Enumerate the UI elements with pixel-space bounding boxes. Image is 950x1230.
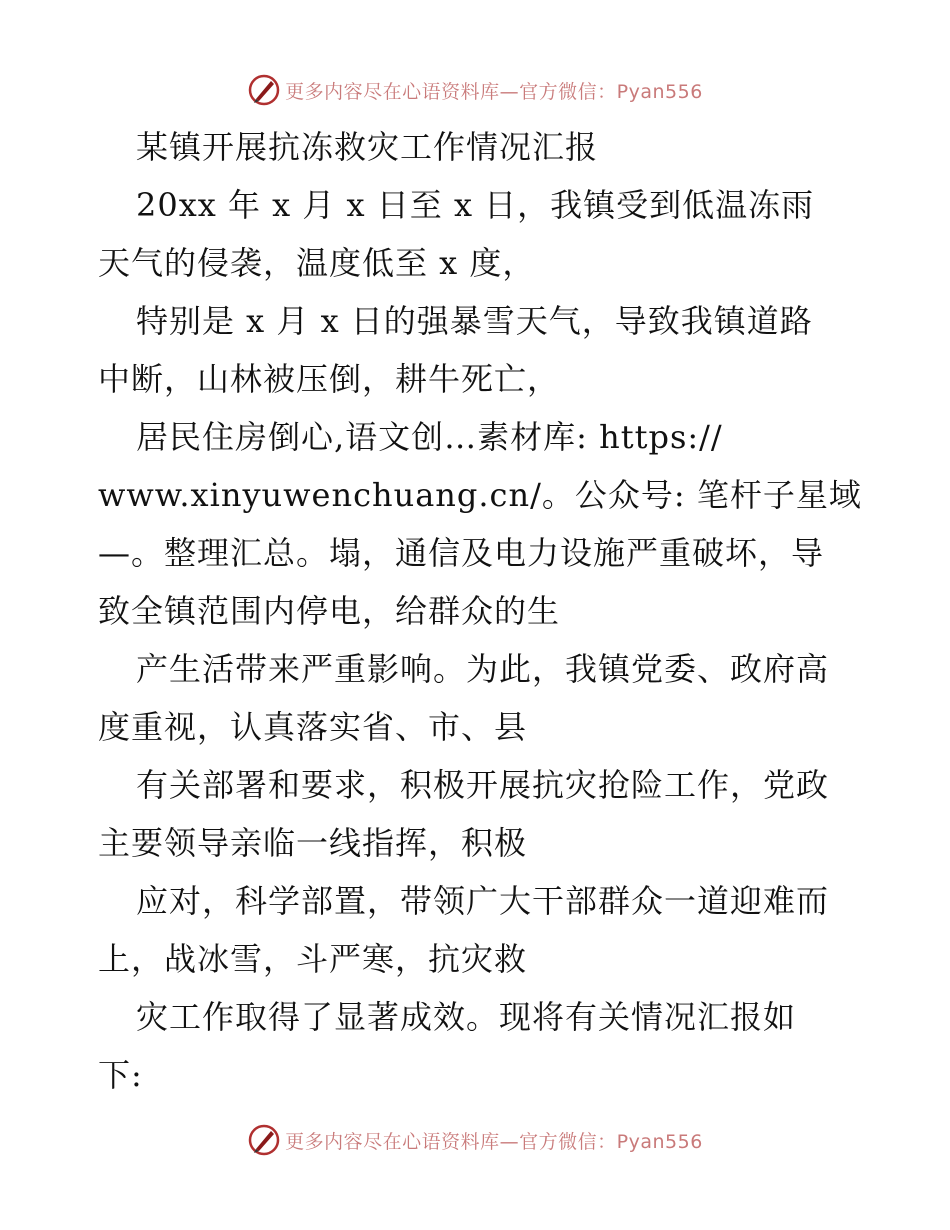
- paragraph-line: www.xinyuwenchuang.cn/。公众号: 笔杆子星域: [98, 476, 862, 514]
- paragraph-line: 应对，科学部置，带领广大干部群众一道迎难而: [136, 882, 830, 920]
- watermark-text: 更多内容尽在心语资料库—官方微信：Pyan556: [285, 1130, 703, 1153]
- paragraph-line: 下:: [98, 1056, 143, 1094]
- paragraph-line: 主要领导亲临一线指挥，积极: [98, 824, 528, 862]
- document-body: [98, 118, 862, 1104]
- quill-logo-icon: [247, 73, 281, 107]
- paragraph-line: 有关部署和要求，积极开展抗灾抢险工作，党政: [136, 766, 830, 804]
- paragraph-line: 产生活带来严重影响。为此，我镇党委、政府高: [136, 650, 830, 688]
- header-watermark: [0, 70, 950, 110]
- paragraph-line: 20xx 年 x 月 x 日至 x 日，我镇受到低温冻雨: [136, 186, 815, 224]
- document-title: 某镇开展抗冻救灾工作情况汇报: [136, 128, 599, 166]
- paragraph-line: 致全镇范围内停电，给群众的生: [98, 592, 561, 630]
- paragraph-line: 居民住房倒心,语文创…素材库: https://: [136, 418, 723, 456]
- paragraph-line: 灾工作取得了显著成效。现将有关情况汇报如: [136, 998, 797, 1036]
- paragraph-line: 上，战冰雪，斗严寒，抗灾救: [98, 940, 528, 978]
- quill-logo-icon: [247, 1123, 281, 1157]
- paragraph-line: 特别是 x 月 x 日的强暴雪天气，导致我镇道路: [136, 302, 813, 340]
- watermark-text: 更多内容尽在心语资料库—官方微信：Pyan556: [285, 80, 703, 103]
- paragraph-line: 度重视，认真落实省、市、县: [98, 708, 528, 746]
- paragraph-line: 中断，山林被压倒，耕牛死亡，: [98, 360, 561, 398]
- paragraph-line: 天气的侵袭，温度低至 x 度，: [98, 244, 536, 282]
- footer-watermark: [0, 1120, 950, 1160]
- paragraph-line: —。整理汇总。塌，通信及电力设施严重破坏，导: [98, 534, 825, 572]
